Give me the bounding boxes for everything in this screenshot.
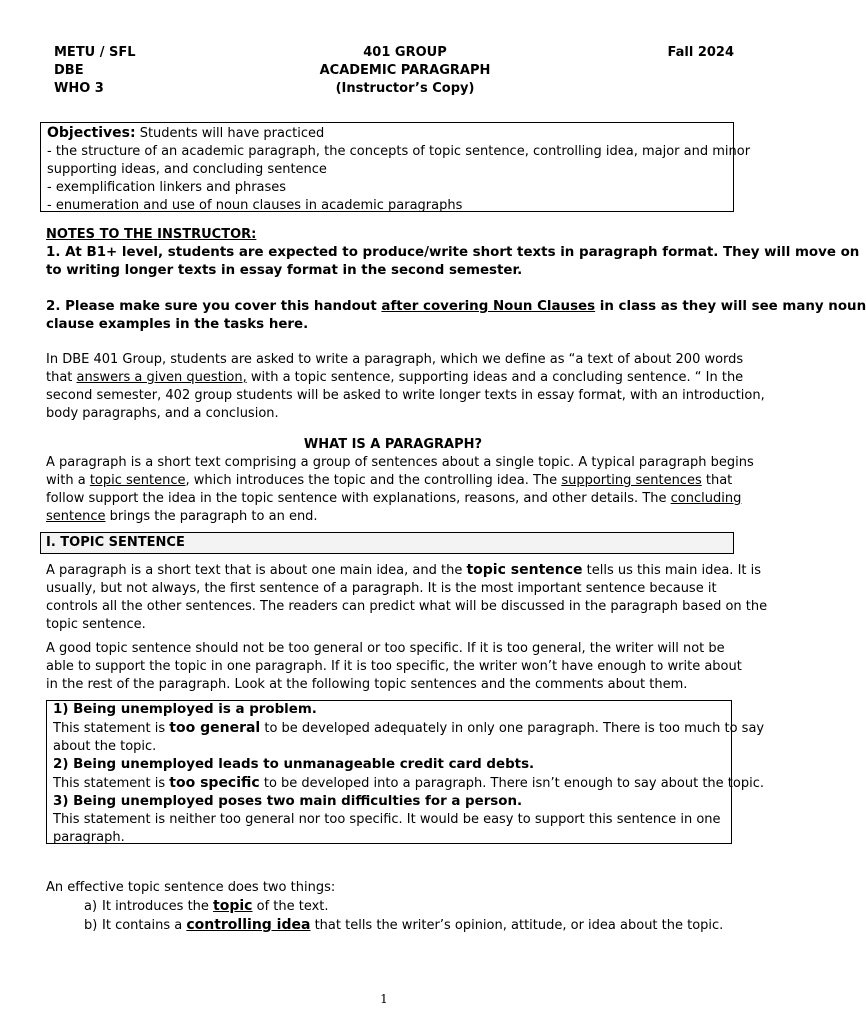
text: This statement is — [53, 721, 170, 736]
list-marker: b) — [84, 918, 98, 933]
text: It contains a — [102, 918, 187, 933]
text: This statement is neither too general nor too specific. It would be easy to support this sentence in one — [53, 812, 721, 827]
objectives-intro: Students will have practiced — [135, 126, 325, 141]
paragraph-line: controls all the other sentences. The readers can predict what will be discussed in the paragraph based on the — [46, 599, 768, 614]
note-2-line: clause examples in the tasks here. — [46, 317, 309, 332]
note-2-text: 2. Please make sure you cover this handout — [46, 299, 382, 314]
text: with a — [46, 473, 90, 488]
paragraph-line — [46, 472, 740, 490]
objectives-label: Objectives: — [47, 125, 136, 141]
list-item — [84, 897, 723, 916]
text: that tells the writer’s opinion, attitude, or idea about the topic. — [310, 918, 724, 933]
objective-line: - enumeration and use of noun clauses in academic paragraphs — [47, 198, 463, 213]
paragraph-line: A good topic sentence should not be too general or too specific. If it is too general, the writer will not be — [46, 641, 725, 656]
text: to be developed adequately in only one paragraph. There is too much to say — [260, 721, 765, 736]
text: that — [701, 473, 733, 488]
text: with a topic sentence, supporting ideas and a concluding sentence. “ In the — [246, 370, 744, 385]
header-copy-note: (Instructor’s Copy) — [335, 81, 475, 96]
example-comment — [53, 811, 725, 829]
header-term: Fall 2024 — [667, 45, 734, 60]
page-number: 1 — [380, 992, 388, 1006]
example-comment-line: about the topic. — [53, 739, 157, 754]
paragraph-line: second semester, 402 group students will be asked to write longer texts in essay format, with an introduction, — [46, 388, 765, 403]
note-2-text: in class as they will see many noun — [595, 299, 866, 314]
term-supporting-sentences: supporting sentences — [561, 473, 702, 488]
header-center — [250, 44, 560, 98]
term-controlling-idea: controlling idea — [186, 917, 311, 933]
notes-section — [46, 226, 866, 334]
list-item — [84, 916, 723, 935]
header-doc-title: ACADEMIC PARAGRAPH — [319, 63, 491, 78]
term-sentence: sentence — [46, 509, 106, 524]
list-marker: a) — [84, 899, 98, 914]
intro-paragraph — [46, 351, 765, 423]
example-heading: 3) Being unemployed poses two main difficulties for a person. — [53, 794, 523, 809]
emphasis: too specific — [169, 775, 260, 791]
underlined-phrase: answers a given question, — [76, 370, 247, 385]
note-2-underlined: after covering Noun Clauses — [381, 299, 596, 314]
term-topic: topic — [213, 898, 253, 914]
paragraph-line: in the rest of the paragraph. Look at the following topic sentences and the comments about them. — [46, 677, 688, 692]
objective-line: supporting ideas, and concluding sentence — [47, 162, 327, 177]
text: It introduces the — [102, 899, 214, 914]
note-1-line: to writing longer texts in essay format in the second semester. — [46, 263, 523, 278]
emphasis: too general — [169, 720, 261, 736]
example-comment-line: paragraph. — [53, 830, 125, 845]
topic-sentence-paragraph-2 — [46, 640, 740, 694]
header-group: 401 GROUP — [363, 45, 447, 60]
text: A paragraph is a short text that is about one main idea, and the — [46, 563, 467, 578]
paragraph-line: topic sentence. — [46, 617, 146, 632]
what-is-paragraph-body — [46, 454, 754, 526]
note-2 — [46, 298, 866, 316]
section-heading-topic-sentence: I. TOPIC SENTENCE — [40, 532, 734, 554]
paragraph-line — [46, 490, 740, 508]
text: to be developed into a paragraph. There isn’t enough to say about the topic. — [259, 776, 764, 791]
header-unit: WHO 3 — [54, 81, 104, 96]
paragraph-line: A paragraph is a short text comprising a group of sentences about a single topic. A typical paragraph begins — [46, 455, 754, 470]
term-topic-sentence: topic sentence — [89, 473, 186, 488]
objective-line: - the structure of an academic paragraph, the concepts of topic sentence, controlling idea, major and minor — [47, 144, 751, 159]
text: brings the paragraph to an end. — [105, 509, 318, 524]
example-comment — [53, 774, 764, 793]
example-comment — [53, 719, 765, 738]
paragraph-line: usually, but not always, the first sentence of a paragraph. It is the most important sentence because it — [46, 581, 717, 596]
paragraph-line — [46, 369, 744, 387]
examples-box — [46, 700, 765, 845]
objective-line: - exemplification linkers and phrases — [47, 180, 287, 195]
notes-title: NOTES TO THE INSTRUCTOR: — [46, 227, 257, 242]
objectives-box — [40, 122, 751, 213]
paragraph-line — [46, 561, 762, 580]
header-institution: METU / SFL — [54, 45, 136, 60]
paragraph-line: body paragraphs, and a conclusion. — [46, 406, 279, 421]
paragraph-line: In DBE 401 Group, students are asked to write a paragraph, which we define as “a text of about 200 words — [46, 352, 744, 367]
text: , which introduces the topic and the controlling idea. The — [185, 473, 562, 488]
note-1-line: 1. At B1+ level, students are expected to produce/write short texts in paragraph format. They will move on — [46, 245, 860, 260]
effective-list — [84, 897, 723, 935]
paragraph-line: able to support the topic in one paragraph. If it is too specific, the writer won’t have enough to write about — [46, 659, 742, 674]
what-is-paragraph-title: WHAT IS A PARAGRAPH? — [303, 437, 483, 452]
effective-intro: An effective topic sentence does two things: — [46, 880, 336, 895]
text: that — [46, 370, 77, 385]
header-left — [54, 44, 136, 98]
text: follow support the idea in the topic sentence with explanations, reasons, and other details. The — [46, 491, 671, 506]
example-heading: 2) Being unemployed leads to unmanageable credit card debts. — [53, 757, 535, 772]
text: This statement is — [53, 776, 170, 791]
paragraph-line — [46, 508, 740, 526]
text: tells us this main idea. It is — [582, 563, 762, 578]
term-concluding: concluding — [670, 491, 742, 506]
topic-sentence-paragraph-1 — [46, 561, 768, 634]
example-heading: 1) Being unemployed is a problem. — [53, 702, 317, 717]
text: of the text. — [252, 899, 329, 914]
header-department: DBE — [54, 63, 84, 78]
term-topic-sentence: topic sentence — [466, 562, 583, 578]
